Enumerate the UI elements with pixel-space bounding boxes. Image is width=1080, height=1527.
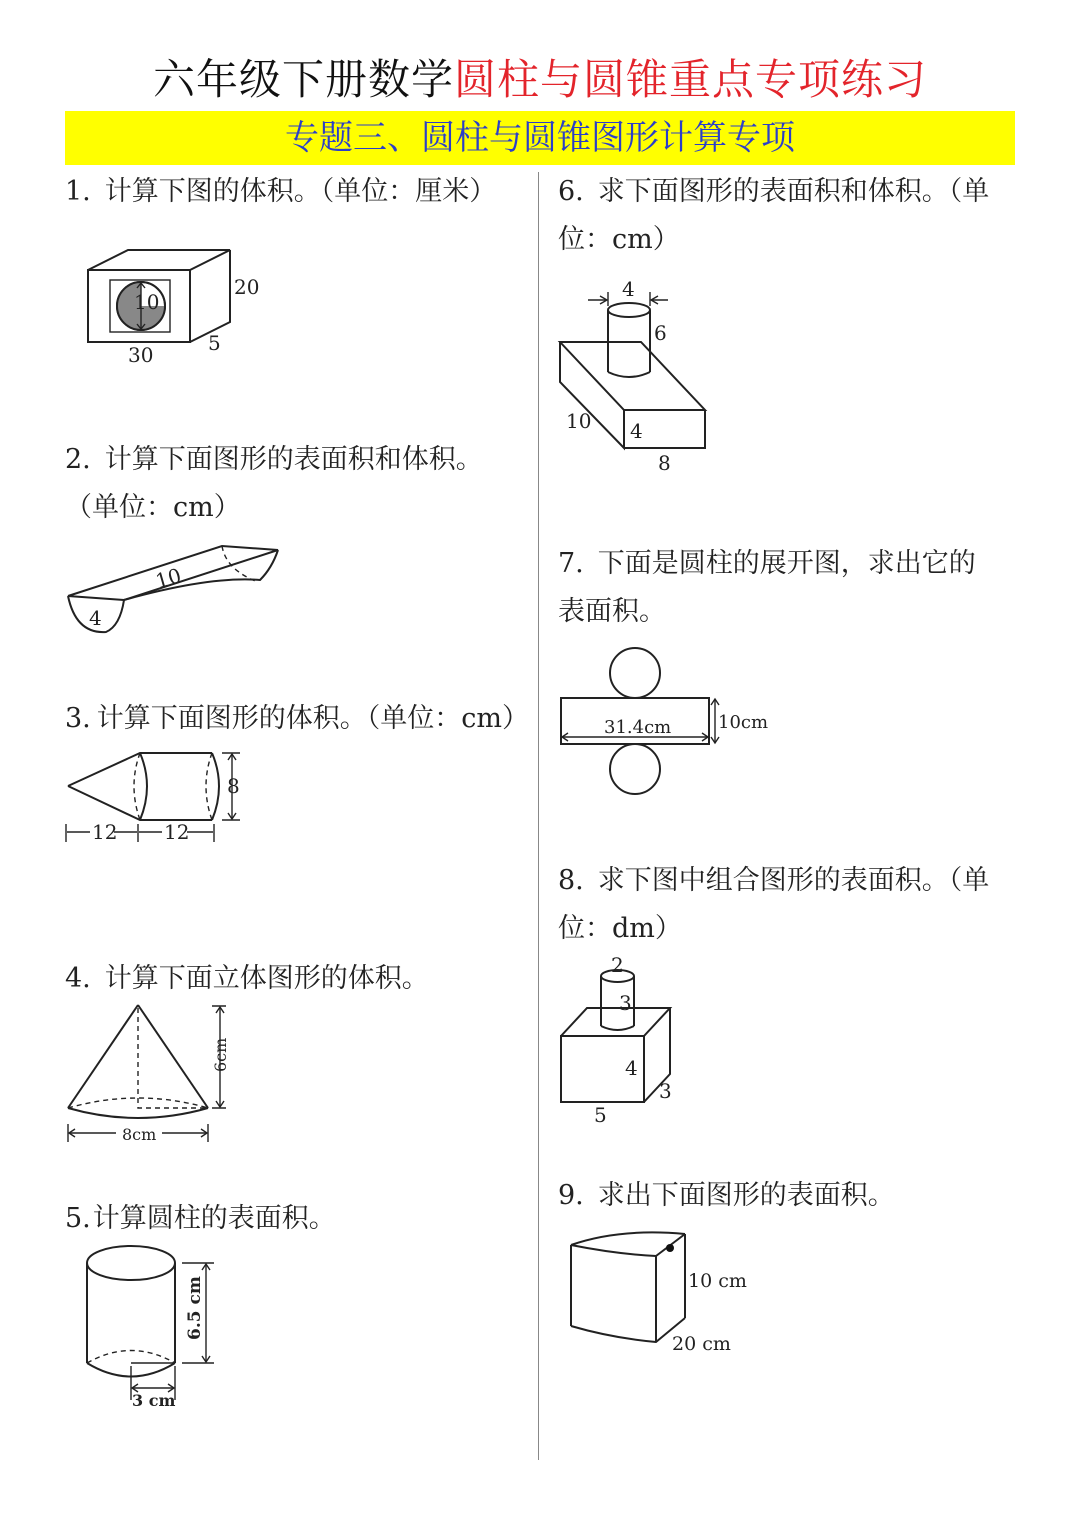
section-banner: 专题三、圆柱与圆锥图形计算专项 <box>65 111 1015 165</box>
q8-label-cyl-diameter: 2 <box>611 953 624 977</box>
question-2-number: 2. <box>65 444 91 475</box>
q1-label-diameter: 10 <box>134 290 160 314</box>
question-7-text: 下面是圆柱的展开图，求出它的 <box>597 548 976 579</box>
q7-label-height: 10cm <box>718 712 769 733</box>
q2-label-length: 10 <box>152 563 184 594</box>
q6-label-cyl-height: 6 <box>654 321 667 345</box>
q6-label-length: 8 <box>658 451 671 475</box>
q7-label-length: 31.4cm <box>604 717 672 738</box>
question-5-number: 5. <box>65 1203 91 1234</box>
q6-label-cyl-diameter: 4 <box>622 277 635 301</box>
q3-label-diameter: 8 <box>227 774 240 798</box>
q8-label-height: 4 <box>625 1056 638 1080</box>
question-3-number: 3. <box>65 703 91 734</box>
q6-label-width: 10 <box>566 409 592 433</box>
question-8-text: 求下图中组合图形的表面积。（单 <box>597 865 990 896</box>
question-9-text: 求出下面图形的表面积。 <box>597 1180 895 1211</box>
question-9-number: 9. <box>558 1180 584 1211</box>
q8-label-width: 3 <box>659 1079 672 1103</box>
question-1-text: 计算下图的体积。（单位：厘米） <box>104 176 497 207</box>
q3-label-cone-length: 12 <box>92 820 118 844</box>
question-6-text: 求下面图形的表面积和体积。（单 <box>597 176 990 207</box>
q1-label-height: 20 <box>234 275 260 299</box>
question-4-text: 计算下面立体图形的体积。 <box>104 963 429 994</box>
title-part-1: 六年级下册数学 <box>152 55 454 104</box>
question-7-number: 7. <box>558 548 584 579</box>
question-2-unit: （单位：cm） <box>65 492 241 523</box>
question-8-number: 8. <box>558 865 584 896</box>
question-1-number: 1. <box>65 176 91 207</box>
q4-label-height: 6cm <box>211 1037 230 1072</box>
question-8-unit: 位：dm） <box>558 913 682 944</box>
q5-label-height: 6.5 cm <box>185 1276 205 1340</box>
question-6-number: 6. <box>558 176 584 207</box>
q5-label-radius: 3 cm <box>132 1391 176 1410</box>
q8-label-length: 5 <box>594 1103 607 1127</box>
question-7-text-line2: 表面积。 <box>558 596 666 627</box>
q3-label-cylinder-length: 12 <box>164 820 190 844</box>
question-5-text: 计算圆柱的表面积。 <box>92 1203 336 1234</box>
question-2-text: 计算下面图形的表面积和体积。 <box>104 444 483 475</box>
q2-label-diameter: 4 <box>89 606 102 630</box>
question-4-number: 4. <box>65 963 91 994</box>
q6-label-height: 4 <box>630 419 643 443</box>
q1-label-length: 30 <box>128 343 154 367</box>
q9-label-radius: 10 cm <box>688 1270 747 1292</box>
q9-label-height: 20 cm <box>672 1333 731 1355</box>
q8-label-cyl-height: 3 <box>619 991 632 1015</box>
title-part-2: 圆柱与圆锥重点专项练习 <box>454 55 928 104</box>
q1-label-width: 5 <box>208 331 221 355</box>
question-3-text: 计算下面图形的体积。（单位：cm） <box>96 703 529 734</box>
q4-label-diameter: 8cm <box>122 1125 157 1144</box>
question-6-unit: 位：cm） <box>558 224 680 255</box>
